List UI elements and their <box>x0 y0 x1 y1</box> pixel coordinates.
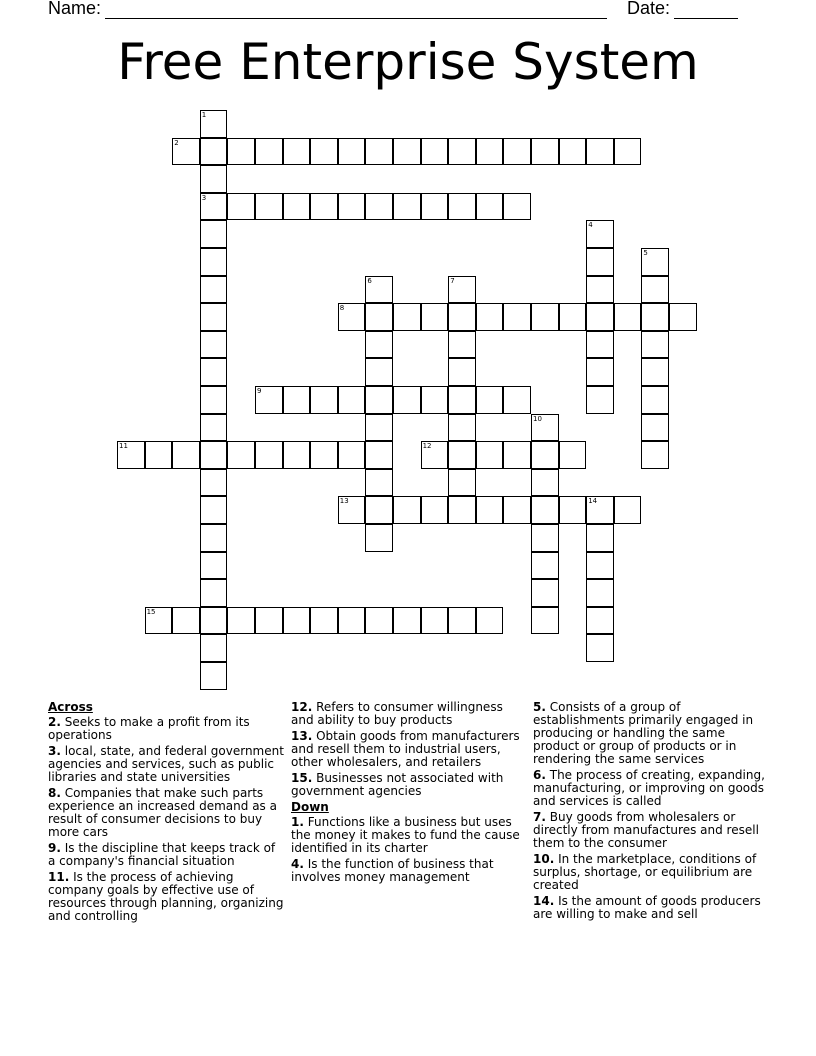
crossword-cell[interactable] <box>255 193 283 221</box>
crossword-cell[interactable] <box>200 220 228 248</box>
crossword-cell[interactable] <box>365 138 393 166</box>
crossword-cell[interactable] <box>586 358 614 386</box>
clue-text: Is the process of achieving company goals by effective use of resources through planning, organizing and controlling <box>48 870 284 923</box>
clue-number: 8 <box>339 304 345 313</box>
crossword-cell[interactable] <box>310 441 338 469</box>
clue-text: In the marketplace, conditions of surplus, shortage, or equilibrium are created <box>533 852 757 892</box>
crossword-cell[interactable] <box>255 607 283 635</box>
clue-number-label: 13. <box>291 729 313 743</box>
name-label: Name: <box>48 0 102 18</box>
crossword-cell[interactable] <box>255 441 283 469</box>
crossword-cell[interactable] <box>200 248 228 276</box>
crossword-cell[interactable] <box>586 607 614 635</box>
crossword-cell[interactable] <box>448 358 476 386</box>
crossword-cell[interactable] <box>531 469 559 497</box>
crossword-cell[interactable] <box>448 193 476 221</box>
clue-number: 12 <box>422 442 432 451</box>
clue-number-label: 5. <box>533 700 546 714</box>
clue-number: 2 <box>174 138 179 147</box>
clue-number: 10 <box>533 414 542 423</box>
clue-number-label: 8. <box>48 786 61 800</box>
crossword-cell[interactable] <box>641 358 669 386</box>
clue-item <box>533 811 767 850</box>
clue-text: Consists of a group of establishments primarily engaged in producing or handling the same product or group of products or in rendering the same services <box>533 700 754 766</box>
crossword-cell[interactable] <box>448 607 476 635</box>
clue-item <box>48 871 286 923</box>
crossword-cell[interactable] <box>531 552 559 580</box>
crossword-cell[interactable] <box>476 607 504 635</box>
crossword-cell[interactable] <box>310 138 338 166</box>
crossword-cell[interactable] <box>200 607 228 635</box>
crossword-cell[interactable] <box>503 441 531 469</box>
crossword-cell[interactable] <box>614 496 642 524</box>
crossword-cell[interactable] <box>448 441 476 469</box>
crossword-cell[interactable] <box>476 193 504 221</box>
crossword-cell[interactable] <box>421 441 449 469</box>
crossword-cell[interactable] <box>531 441 559 469</box>
crossword-cell[interactable] <box>365 414 393 442</box>
clue-number-label: 11. <box>48 870 70 884</box>
crossword-cell[interactable] <box>145 607 173 635</box>
crossword-cell[interactable] <box>365 469 393 497</box>
clue-number: 9 <box>257 387 262 395</box>
crossword-cell[interactable] <box>393 138 421 166</box>
crossword-cell[interactable] <box>586 138 614 166</box>
crossword-cell[interactable] <box>200 441 228 469</box>
crossword-cell[interactable] <box>586 248 614 276</box>
crossword-cell[interactable] <box>503 496 531 524</box>
crossword-cell[interactable] <box>503 386 531 414</box>
clue-item <box>48 842 286 868</box>
clue-item <box>48 745 286 784</box>
clue-text: Is the function of business that involves money management <box>291 857 494 884</box>
crossword-cell[interactable] <box>393 386 421 414</box>
crossword-cell[interactable] <box>641 303 669 331</box>
crossword-cell[interactable] <box>172 138 200 166</box>
crossword-cell[interactable] <box>476 138 504 166</box>
clue-number: 6 <box>367 276 372 285</box>
crossword-cell[interactable] <box>448 138 476 166</box>
crossword-cell[interactable] <box>448 469 476 497</box>
crossword-cell[interactable] <box>200 662 228 690</box>
crossword-cell[interactable] <box>200 414 228 442</box>
crossword-cell[interactable] <box>310 386 338 414</box>
crossword-cell[interactable] <box>641 276 669 304</box>
clue-number: 3 <box>201 193 207 202</box>
crossword-cell[interactable] <box>448 414 476 442</box>
crossword-cell[interactable] <box>476 496 504 524</box>
clue-item <box>48 716 286 742</box>
clue-text: Buy goods from wholesalers or directly from manufactures and resell them to the consumer <box>533 810 759 850</box>
crossword-cell[interactable] <box>586 331 614 359</box>
clue-number: 15 <box>146 607 156 616</box>
clue-number: 7 <box>450 276 455 285</box>
clue-text: Businesses not associated with government agencies <box>291 771 504 798</box>
clue-text: The process of creating, expanding, manufacturing, or improving on goods and services is called <box>533 768 765 808</box>
crossword-cell[interactable] <box>448 276 476 304</box>
crossword-cell[interactable] <box>503 138 531 166</box>
clue-number-label: 10. <box>533 852 555 866</box>
crossword-cell[interactable] <box>586 634 614 662</box>
crossword-cell[interactable] <box>448 331 476 359</box>
crossword-cell[interactable] <box>365 496 393 524</box>
crossword-cell[interactable] <box>531 579 559 607</box>
clue-number: 11 <box>119 442 128 451</box>
clue-item <box>533 895 767 921</box>
crossword-cell[interactable] <box>255 138 283 166</box>
crossword-cell[interactable] <box>172 607 200 635</box>
crossword-cell[interactable] <box>365 386 393 414</box>
crossword-cell[interactable] <box>559 303 587 331</box>
clue-item <box>533 769 767 808</box>
crossword-cell[interactable] <box>586 496 614 524</box>
crossword-cell[interactable] <box>227 138 255 166</box>
clue-text: Obtain goods from manufacturers and resell them to industrial users, other wholesalers, and retailers <box>291 729 520 769</box>
clue-number: 13 <box>339 497 349 506</box>
clues-column-3 <box>533 701 767 924</box>
crossword-cell[interactable] <box>283 441 311 469</box>
crossword-cell[interactable] <box>421 607 449 635</box>
crossword-cell[interactable] <box>421 193 449 221</box>
clue-number: 1 <box>201 111 207 119</box>
clue-text: Is the amount of goods producers are willing to make and sell <box>533 894 761 921</box>
crossword-cell[interactable] <box>227 441 255 469</box>
clue-number-label: 15. <box>291 771 313 785</box>
crossword-cell[interactable] <box>586 524 614 552</box>
crossword-cell[interactable] <box>200 634 228 662</box>
crossword-cell[interactable] <box>503 193 531 221</box>
clue-item <box>48 787 286 839</box>
clue-number-label: 9. <box>48 841 61 855</box>
clue-text: Functions like a business but uses the money it makes to fund the cause identified in its charter <box>291 815 520 855</box>
crossword-cell[interactable] <box>227 607 255 635</box>
crossword-cell[interactable] <box>200 579 228 607</box>
crossword-cell[interactable] <box>200 110 228 138</box>
crossword-cell[interactable] <box>283 138 311 166</box>
crossword-cell[interactable] <box>531 496 559 524</box>
crossword-cell[interactable] <box>586 552 614 580</box>
crossword-cell[interactable] <box>310 193 338 221</box>
crossword-cell[interactable] <box>310 607 338 635</box>
crossword-cell[interactable] <box>338 386 366 414</box>
crossword-cell[interactable] <box>476 441 504 469</box>
crossword-cell[interactable] <box>641 248 669 276</box>
crossword-cell[interactable] <box>559 441 587 469</box>
crossword-cell[interactable] <box>200 303 228 331</box>
crossword-cell[interactable] <box>338 607 366 635</box>
clue-text: Refers to consumer willingness and ability to buy products <box>291 700 503 727</box>
crossword-cell[interactable] <box>586 579 614 607</box>
crossword-cell[interactable] <box>338 303 366 331</box>
crossword-cell[interactable] <box>641 331 669 359</box>
clue-number: 5 <box>643 249 648 257</box>
clues-column-1 <box>48 701 286 926</box>
crossword-cell[interactable] <box>641 414 669 442</box>
crossword-cell[interactable] <box>338 441 366 469</box>
clue-item <box>291 701 527 727</box>
crossword-cell[interactable] <box>476 386 504 414</box>
crossword-cell[interactable] <box>641 386 669 414</box>
down-heading: Down <box>291 800 329 814</box>
clue-text: local, state, and federal government agencies and services, such as public libraries and state universities <box>48 744 284 784</box>
crossword-cell[interactable] <box>200 138 228 166</box>
clue-number-label: 6. <box>533 768 546 782</box>
crossword-cell[interactable] <box>200 524 228 552</box>
crossword-cell[interactable] <box>393 193 421 221</box>
crossword-cell[interactable] <box>200 276 228 304</box>
crossword-cell[interactable] <box>365 358 393 386</box>
crossword-cell[interactable] <box>421 303 449 331</box>
crossword-cell[interactable] <box>338 193 366 221</box>
clue-text: Is the discipline that keeps track of a company's financial situation <box>48 841 276 868</box>
crossword-cell[interactable] <box>338 496 366 524</box>
crossword-cell[interactable] <box>365 524 393 552</box>
clue-text: Seeks to make a profit from its operations <box>48 715 250 742</box>
clue-number-label: 1. <box>291 815 304 829</box>
crossword-cell[interactable] <box>200 165 228 193</box>
crossword-cell[interactable] <box>365 441 393 469</box>
crossword-cell[interactable] <box>227 193 255 221</box>
clues-column-2 <box>291 701 527 887</box>
clue-item <box>291 816 527 855</box>
crossword-cell[interactable] <box>255 386 283 414</box>
crossword-cell[interactable] <box>200 386 228 414</box>
crossword-cell[interactable] <box>393 607 421 635</box>
crossword-cell[interactable] <box>200 331 228 359</box>
crossword-cell[interactable] <box>448 386 476 414</box>
crossword-cell[interactable] <box>283 386 311 414</box>
crossword-cell[interactable] <box>503 303 531 331</box>
crossword-cell[interactable] <box>365 607 393 635</box>
crossword-cell[interactable] <box>586 386 614 414</box>
crossword-cell[interactable] <box>669 303 697 331</box>
crossword-cell[interactable] <box>586 276 614 304</box>
crossword-cell[interactable] <box>338 138 366 166</box>
crossword-cell[interactable] <box>172 441 200 469</box>
crossword-cell[interactable] <box>200 496 228 524</box>
crossword-cell[interactable] <box>421 496 449 524</box>
page-title: Free Enterprise System <box>117 33 699 91</box>
clue-item <box>533 701 767 766</box>
crossword-cell[interactable] <box>531 607 559 635</box>
crossword-cell[interactable] <box>559 496 587 524</box>
crossword-cell[interactable] <box>393 496 421 524</box>
crossword-cell[interactable] <box>145 441 173 469</box>
clue-number: 4 <box>588 221 593 230</box>
crossword-cell[interactable] <box>448 496 476 524</box>
date-label: Date: <box>627 0 671 18</box>
crossword-cell[interactable] <box>283 607 311 635</box>
crossword-cell[interactable] <box>531 524 559 552</box>
clue-number-label: 4. <box>291 857 304 871</box>
crossword-cell[interactable] <box>200 552 228 580</box>
clue-item <box>291 858 527 884</box>
crossword-cell[interactable] <box>393 303 421 331</box>
clue-item <box>291 772 527 798</box>
crossword-cell[interactable] <box>476 303 504 331</box>
crossword-cell[interactable] <box>365 193 393 221</box>
clue-number-label: 2. <box>48 715 61 729</box>
clue-item <box>533 853 767 892</box>
crossword-cell[interactable] <box>421 386 449 414</box>
crossword-cell[interactable] <box>531 303 559 331</box>
crossword-cell[interactable] <box>365 331 393 359</box>
crossword-cell[interactable] <box>200 469 228 497</box>
crossword-cell[interactable] <box>200 193 228 221</box>
clue-number: 14 <box>588 497 598 506</box>
clue-text: Companies that make such parts experience an increased demand as a result of consumer decisions to buy more cars <box>48 786 277 839</box>
crossword-cell[interactable] <box>117 441 145 469</box>
crossword-cell[interactable] <box>586 220 614 248</box>
crossword-cell[interactable] <box>614 138 642 166</box>
clue-number-label: 12. <box>291 700 313 714</box>
crossword-cell[interactable] <box>421 138 449 166</box>
crossword-cell[interactable] <box>365 303 393 331</box>
clue-number-label: 3. <box>48 744 61 758</box>
clue-number-label: 7. <box>533 810 546 824</box>
crossword-cell[interactable] <box>641 441 669 469</box>
clue-number-label: 14. <box>533 894 555 908</box>
crossword-cell[interactable] <box>531 414 559 442</box>
crossword-cell[interactable] <box>559 138 587 166</box>
crossword-cell[interactable] <box>200 358 228 386</box>
crossword-cell[interactable] <box>448 303 476 331</box>
across-heading: Across <box>48 700 93 714</box>
crossword-cell[interactable] <box>365 276 393 304</box>
crossword-cell[interactable] <box>586 303 614 331</box>
crossword-cell[interactable] <box>283 193 311 221</box>
crossword-cell[interactable] <box>614 303 642 331</box>
clue-item <box>291 730 527 769</box>
crossword-cell[interactable] <box>531 138 559 166</box>
